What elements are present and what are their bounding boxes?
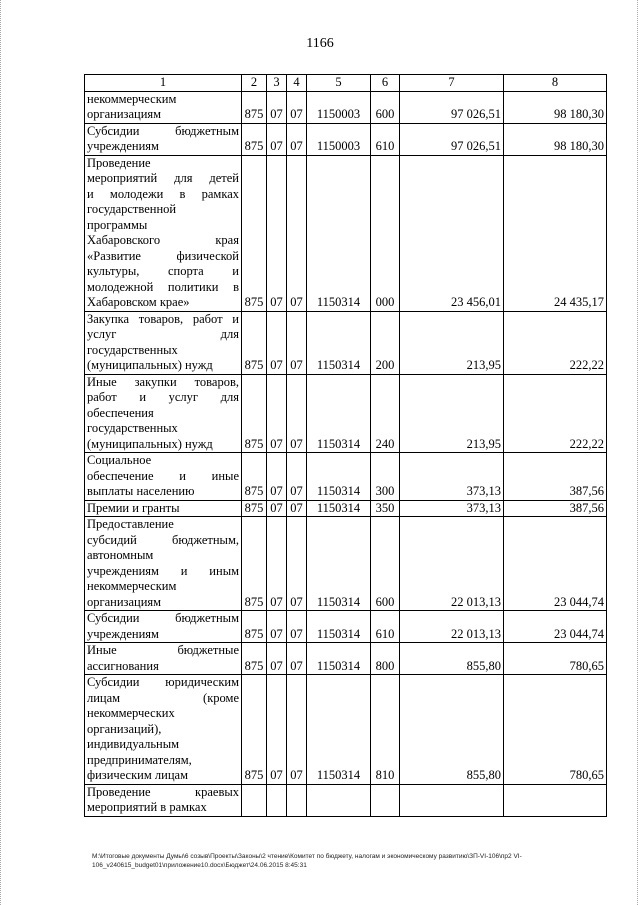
row-name-line: Закупка товаров, работ и [87, 311, 239, 326]
row-name-line: обеспечения [87, 405, 154, 420]
amount-2017-cell: 98 180,30 [504, 123, 607, 155]
amount-2017-cell: 387,56 [504, 500, 607, 517]
table-row [85, 123, 607, 155]
column-header: 7 [400, 75, 504, 92]
row-name-line: (муниципальных) нужд [87, 436, 213, 451]
row-name-line: государственных [87, 342, 178, 357]
ministry-code-cell: 875 [242, 374, 267, 453]
row-name-cell [85, 675, 242, 785]
table-header-row [85, 75, 607, 92]
section-code-cell: 07 [267, 123, 287, 155]
row-name-line: Проведение краевых [87, 784, 239, 799]
row-name-line: работ и услуг для [87, 390, 239, 404]
section-code-cell: 07 [267, 374, 287, 453]
row-name-line: Премии и гранты [87, 500, 180, 515]
expense-type-cell: 300 [371, 453, 400, 501]
section-code-cell: 07 [267, 611, 287, 643]
subsection-code-cell: 07 [287, 91, 307, 123]
row-name-line: физическим лицам [87, 768, 188, 782]
row-name-line: государственных [87, 421, 178, 435]
ministry-code-cell: 875 [242, 311, 267, 374]
row-name-line: и молодежи в рамках [87, 186, 239, 201]
target-article-cell: 1150314 [307, 311, 371, 374]
row-name-cell [85, 453, 242, 501]
row-name-line: некоммерческим [87, 579, 177, 593]
row-name-line: Хабаровского края [87, 233, 239, 247]
row-name-cell [85, 155, 242, 311]
ministry-code-cell [242, 784, 267, 816]
ministry-code-cell: 875 [242, 517, 267, 611]
expense-type-cell: 200 [371, 311, 400, 374]
row-name-line: некоммерческим [87, 91, 177, 106]
subsection-code-cell: 07 [287, 517, 307, 611]
row-name-line: Иные закупки товаров, [87, 374, 239, 389]
row-name-line: (муниципальных) нужд [87, 358, 213, 372]
target-article-cell: 1150003 [307, 91, 371, 123]
row-name-line: мероприятий для детей [87, 171, 239, 185]
amount-2017-cell: 23 044,74 [504, 517, 607, 611]
expense-type-cell [371, 784, 400, 816]
table-row [85, 643, 607, 675]
table-row [85, 374, 607, 453]
section-code-cell: 07 [267, 311, 287, 374]
row-name-line: организациям [87, 107, 162, 121]
expense-type-cell: 800 [371, 643, 400, 675]
amount-2016-cell: 213,95 [400, 311, 504, 374]
target-article-cell: 1150314 [307, 675, 371, 785]
subsection-code-cell: 07 [287, 155, 307, 311]
subsection-code-cell: 07 [287, 453, 307, 501]
row-name-cell [85, 611, 242, 643]
row-name-line: мероприятий в рамках [87, 800, 207, 814]
table-row [85, 500, 607, 517]
row-name-line: молодежной политики в [87, 279, 239, 294]
ministry-code-cell: 875 [242, 155, 267, 311]
amount-2016-cell: 855,80 [400, 675, 504, 785]
row-name-cell [85, 311, 242, 374]
column-header: 5 [307, 75, 371, 92]
section-code-cell: 07 [267, 155, 287, 311]
row-name-line: некоммерческих [87, 706, 175, 720]
row-name-line: «Развитие физической [87, 248, 239, 263]
expense-type-cell: 810 [371, 675, 400, 785]
amount-2016-cell [400, 784, 504, 816]
ministry-code-cell: 875 [242, 643, 267, 675]
row-name-line: программы [87, 217, 148, 232]
scan-edge-right [634, 0, 638, 905]
row-name-line: Хабаровском крае» [87, 295, 190, 309]
row-name-line: Субсидии бюджетным [87, 611, 239, 625]
section-code-cell: 07 [267, 91, 287, 123]
table-row [85, 517, 607, 611]
column-header: 1 [85, 75, 242, 92]
row-name-line: субсидий бюджетным, [87, 532, 239, 547]
footer-line: 106_v240615_budget01\приложение10.docx\Бюджет\24.06.2015 8:45:31 [92, 862, 307, 869]
expense-type-cell: 000 [371, 155, 400, 311]
row-name-line: культуры, спорта и [87, 264, 239, 278]
target-article-cell: 1150314 [307, 643, 371, 675]
footer-line: M:\Итоговые документы Думы\6 созыв\Проекты\Законы\2 чтение\Комитет по бюджету, налогам и экономическому развитию\ЗП-VI-106\пр2 VI- [92, 853, 522, 860]
subsection-code-cell: 07 [287, 611, 307, 643]
column-header: 2 [242, 75, 267, 92]
row-name-line: учреждениям и иным [87, 563, 239, 578]
amount-2016-cell: 22 013,13 [400, 611, 504, 643]
table-row [85, 91, 607, 123]
target-article-cell [307, 784, 371, 816]
row-name-cell [85, 517, 242, 611]
amount-2017-cell: 387,56 [504, 453, 607, 501]
amount-2017-cell: 222,22 [504, 311, 607, 374]
column-header: 4 [287, 75, 307, 92]
subsection-code-cell: 07 [287, 643, 307, 675]
row-name-line: лицам (кроме [87, 690, 239, 705]
amount-2017-cell: 780,65 [504, 675, 607, 785]
target-article-cell: 1150314 [307, 517, 371, 611]
subsection-code-cell: 07 [287, 311, 307, 374]
target-article-cell: 1150314 [307, 374, 371, 453]
row-name-cell [85, 91, 242, 123]
subsection-code-cell: 07 [287, 675, 307, 785]
amount-2016-cell: 855,80 [400, 643, 504, 675]
section-code-cell: 07 [267, 675, 287, 785]
target-article-cell: 1150314 [307, 155, 371, 311]
row-name-line: государственной [87, 202, 177, 216]
amount-2017-cell: 24 435,17 [504, 155, 607, 311]
amount-2016-cell: 23 456,01 [400, 155, 504, 311]
subsection-code-cell: 07 [287, 374, 307, 453]
expense-type-cell: 240 [371, 374, 400, 453]
scan-edge-left [0, 0, 4, 905]
amount-2016-cell: 22 013,13 [400, 517, 504, 611]
target-article-cell: 1150314 [307, 611, 371, 643]
section-code-cell [267, 784, 287, 816]
row-name-line: учреждениям [87, 139, 159, 153]
row-name-cell [85, 374, 242, 453]
row-name-line: обеспечение и иные [87, 468, 239, 483]
subsection-code-cell: 07 [287, 500, 307, 517]
column-header: 3 [267, 75, 287, 92]
budget-table [84, 74, 607, 817]
amount-2016-cell: 213,95 [400, 374, 504, 453]
expense-type-cell: 610 [371, 123, 400, 155]
amount-2016-cell: 373,13 [400, 500, 504, 517]
row-name-line: ассигнования [87, 658, 159, 673]
amount-2017-cell: 98 180,30 [504, 91, 607, 123]
amount-2016-cell: 97 026,51 [400, 91, 504, 123]
amount-2016-cell: 373,13 [400, 453, 504, 501]
column-header: 8 [504, 75, 607, 92]
row-name-line: Субсидии юридическим [87, 675, 239, 689]
table-row [85, 155, 607, 311]
row-name-cell [85, 643, 242, 675]
row-name-line: учреждениям [87, 626, 159, 641]
row-name-cell [85, 123, 242, 155]
target-article-cell: 1150314 [307, 453, 371, 501]
section-code-cell: 07 [267, 453, 287, 501]
section-code-cell: 07 [267, 500, 287, 517]
table-row [85, 784, 607, 816]
row-name-line: предпринимателям, [87, 752, 192, 767]
expense-type-cell: 600 [371, 517, 400, 611]
row-name-line: Субсидии бюджетным [87, 123, 239, 138]
target-article-cell: 1150314 [307, 500, 371, 517]
expense-type-cell: 350 [371, 500, 400, 517]
row-name-line: организаций), [87, 721, 162, 736]
ministry-code-cell: 875 [242, 611, 267, 643]
amount-2017-cell [504, 784, 607, 816]
expense-type-cell: 600 [371, 91, 400, 123]
target-article-cell: 1150003 [307, 123, 371, 155]
ministry-code-cell: 875 [242, 91, 267, 123]
page-number: 1166 [306, 36, 334, 51]
ministry-code-cell: 875 [242, 500, 267, 517]
amount-2016-cell: 97 026,51 [400, 123, 504, 155]
row-name-cell [85, 784, 242, 816]
row-name-line: Проведение [87, 155, 151, 170]
row-name-line: Социальное [87, 453, 152, 467]
ministry-code-cell: 875 [242, 453, 267, 501]
table-row [85, 675, 607, 785]
ministry-code-cell: 875 [242, 123, 267, 155]
row-name-line: услуг для [87, 327, 239, 341]
section-code-cell: 07 [267, 517, 287, 611]
table-row [85, 453, 607, 501]
document-path-footer [92, 852, 612, 870]
row-name-line: организациям [87, 594, 162, 609]
row-name-line: Иные бюджетные [87, 643, 239, 657]
row-name-line: автономным [87, 548, 154, 562]
ministry-code-cell: 875 [242, 675, 267, 785]
amount-2017-cell: 780,65 [504, 643, 607, 675]
amount-2017-cell: 23 044,74 [504, 611, 607, 643]
amount-2017-cell: 222,22 [504, 374, 607, 453]
row-name-line: индивидуальным [87, 737, 180, 751]
subsection-code-cell [287, 784, 307, 816]
table-body [85, 91, 607, 816]
table-row [85, 311, 607, 374]
row-name-cell [85, 500, 242, 517]
column-header: 6 [371, 75, 400, 92]
row-name-line: выплаты населению [87, 484, 195, 498]
row-name-line: Предоставление [87, 517, 174, 531]
section-code-cell: 07 [267, 643, 287, 675]
table-row [85, 611, 607, 643]
expense-type-cell: 610 [371, 611, 400, 643]
subsection-code-cell: 07 [287, 123, 307, 155]
